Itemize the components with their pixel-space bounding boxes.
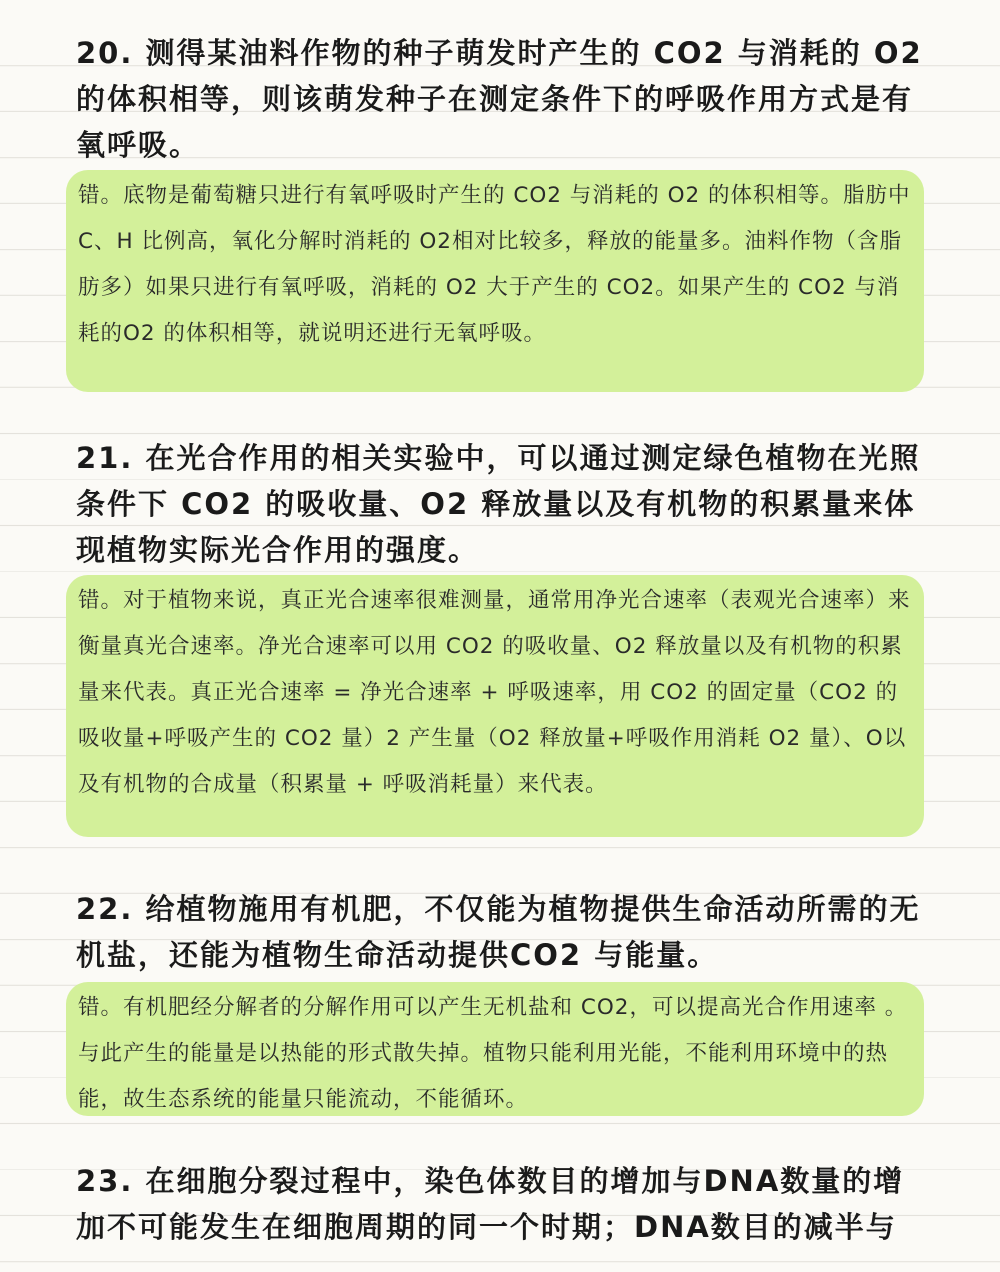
question-20: 20. 测得某油料作物的种子萌发时产生的 CO2 与消耗的 O2 的体积相等，则该萌发种子在测定条件下的呼吸作用方式是有氧呼吸。: [76, 36, 923, 162]
question-22: 22. 给植物施用有机肥，不仅能为植物提供生命活动所需的无机盐，还能为植物生命活动提供CO2 与能量。: [76, 892, 921, 972]
answer-21-highlight: 错。对于植物来说，真正光合速率很难测量，通常用净光合速率（表观光合速率）来衡量真光合速率。净光合速率可以用 CO2 的吸收量、O2 释放量以及有机物的积累量来代表。真正光合速率 = 净光合速率 + 呼吸速率，用 CO2 的固定量（CO2 的吸收量+呼吸产生的 CO2 量）2 产生量（O2 释放量+呼吸作用消耗 O2 量）、O以及有机物的合成量（积累量 + 呼吸消耗量）来代表。: [66, 575, 924, 837]
answer-20-highlight: 错。底物是葡萄糖只进行有氧呼吸时产生的 CO2 与消耗的 O2 的体积相等。脂肪中 C、H 比例高，氧化分解时消耗的 O2相对比较多，释放的能量多。油料作物（含脂肪多）如果只进行有氧呼吸，消耗的 O2 大于产生的 CO2。如果产生的 CO2 与消耗的O2 的体积相等，就说明还进行无氧呼吸。: [66, 170, 924, 392]
question-23: 23. 在细胞分裂过程中，染色体数目的增加与DNA数量的增加不可能发生在细胞周期的同一个时期；DNA数目的减半与: [76, 1164, 905, 1244]
answer-22-highlight: 错。有机肥经分解者的分解作用可以产生无机盐和 CO2，可以提高光合作用速率 。与此产生的能量是以热能的形式散失掉。植物只能利用光能，不能利用环境中的热能，故生态系统的能量只能流动，不能循环。: [66, 982, 924, 1116]
question-21: 21. 在光合作用的相关实验中，可以通过测定绿色植物在光照条件下 CO2 的吸收量、O2 释放量以及有机物的积累量来体现植物实际光合作用的强度。: [76, 441, 921, 567]
